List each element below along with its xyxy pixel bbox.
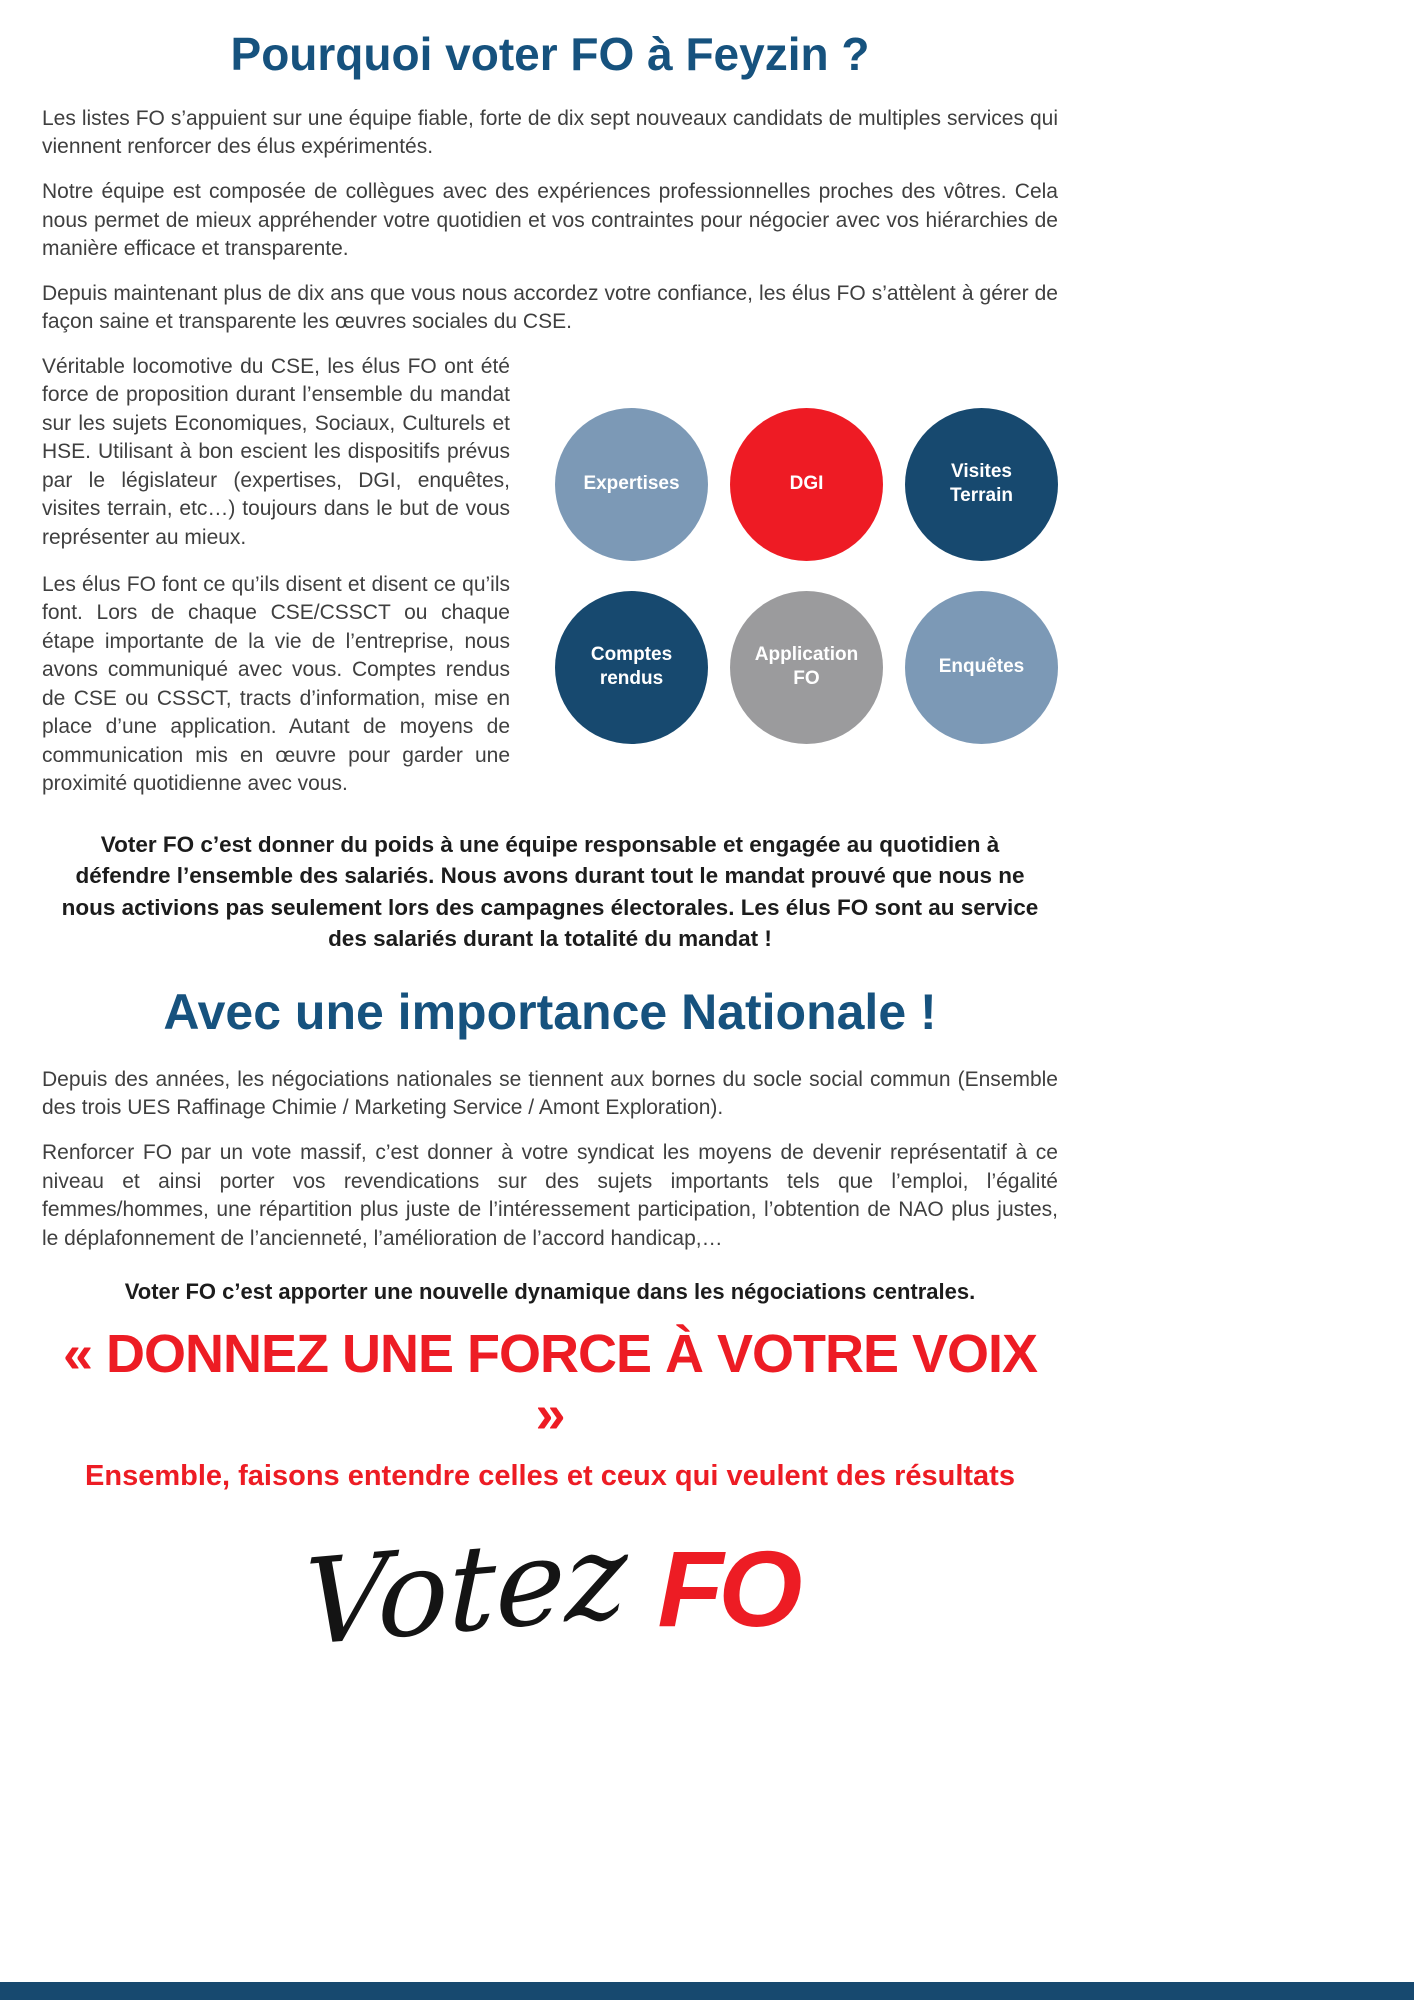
national-title: Avec une importance Nationale ! (163, 983, 937, 1040)
circle-enquetes (905, 591, 1058, 744)
two-column-section (42, 353, 1058, 799)
circle-expertises (555, 408, 708, 561)
circle-comptes-rendus-label: Comptes rendus (590, 643, 673, 690)
fo-logo-text: FO (657, 1527, 798, 1649)
left-paragraph-1: Véritable locomotive du CSE, les élus FO ont été force de proposition durant l’ensemble du mandat sur les sujets Economiques, Sociaux, Culturels et HSE. Utilisant à bon escient les dispositifs prévus par le législateur (expertises, DGI, enquêtes, visites terrain, etc…) toujours dans le but de vous représenter au mieux. (42, 354, 510, 549)
red-slogan-subheading: Ensemble, faisons entendre celles et ceux qui veulent des résultats (85, 1459, 1015, 1492)
circle-comptes-rendus (555, 591, 708, 744)
national-paragraph-2: Renforcer FO par un vote massif, c’est donner à votre syndicat les moyens de devenir représentatif à ce niveau et ainsi porter vos revendications sur des sujets importants tels que l’emploi, l’égalité femmes/hommes, une répartition plus juste de l’intéressement participation, l’obtention de NAO plus justes, le déplafonnement de l’ancienneté, l’amélioration de l’accord handicap,… (42, 1141, 1058, 1250)
circle-dgi-label: DGI (789, 472, 824, 494)
circle-visites-terrain (905, 408, 1058, 561)
intro-paragraph-1: Les listes FO s’appuient sur une équipe fiable, forte de dix sept nouveaux candidats de multiples services qui viennent renforcer des élus expérimentés. (42, 106, 1058, 159)
circle-enquetes-label: Enquêtes (938, 655, 1025, 677)
circles-grid (555, 408, 1058, 744)
circle-visites-terrain-label: Visites Terrain (949, 460, 1013, 507)
circle-application-fo (730, 591, 883, 744)
national-paragraph-1: Depuis des années, les négociations nationales se tiennent aux bornes du socle social commun (Ensemble des trois UES Raffinage Chimie / Marketing Service / Amont Exploration). (42, 1067, 1058, 1120)
left-paragraph-2: Les élus FO font ce qu’ils disent et disent ce qu’ils font. Lors de chaque CSE/CSSCT ou chaque étape importante de la vie de l’entreprise, nous avons communiqué avec vous. Comptes rendus de CSE ou CSSCT, tracts d’information, mise en place d’une application. Autant de moyens de communication mis en œuvre pour garder une proximité quotidienne avec vous. (42, 572, 510, 796)
circle-application-fo-label: Application FO (754, 643, 859, 690)
circle-expertises-label: Expertises (583, 472, 680, 494)
content-column (42, 0, 1058, 1679)
votez-script-text: Votez (301, 1505, 629, 1673)
circle-dgi (730, 408, 883, 561)
bottom-bar (0, 1982, 1414, 2000)
left-column (42, 353, 510, 799)
page-title: Pourquoi voter FO à Feyzin ? (230, 28, 870, 80)
intro-paragraph-3: Depuis maintenant plus de dix ans que vous nous accordez votre confiance, les élus FO s’attèlent à gérer de façon saine et transparente les œuvres sociales du CSE. (42, 281, 1058, 334)
red-slogan-heading: « DONNEZ UNE FORCE À VOTRE VOIX » (62, 1324, 1038, 1444)
votez-fo-logo (42, 1499, 1058, 1679)
intro-paragraph-2: Notre équipe est composée de collègues avec des expériences professionnelles proches des vôtres. Cela nous permet de mieux appréhender votre quotidien et vos contraintes pour négocier avec vos hiérarchies de manière efficace et transparente. (42, 179, 1058, 261)
bold-statement: Voter FO c’est donner du poids à une équipe responsable et engagée au quotidien à défendre l’ensemble des salariés. Nous avons durant tout le mandat prouvé que nous ne nous activions pas seulement lors des campagnes électorales. Les élus FO sont au service des salariés durant la totalité du mandat ! (61, 831, 1039, 952)
national-bold-line: Voter FO c’est apporter une nouvelle dynamique dans les négociations centrales. (124, 1279, 976, 1305)
